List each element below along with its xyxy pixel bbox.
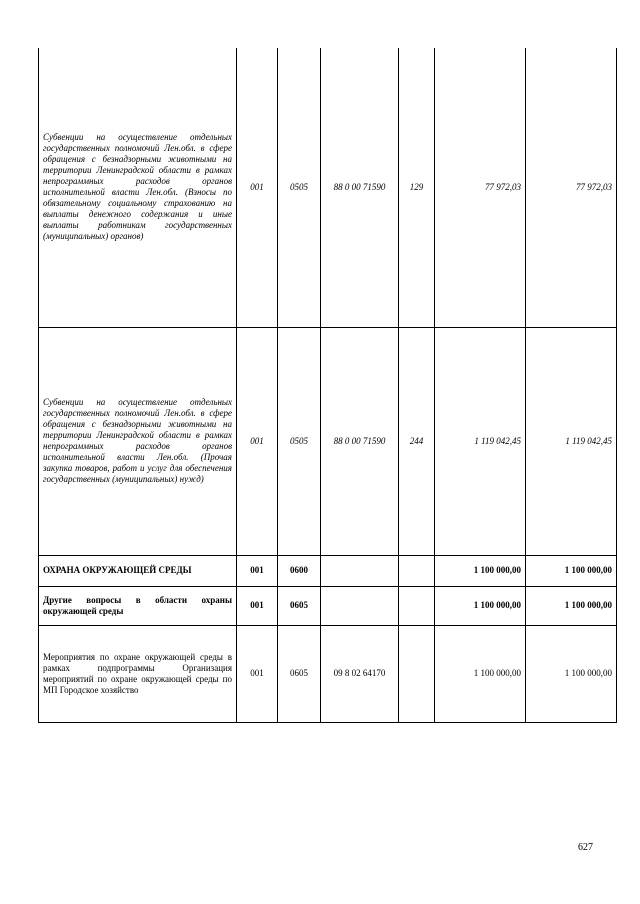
- row-amount-2: 77 972,03: [526, 48, 617, 327]
- row-amount-2: 1 100 000,00: [526, 625, 617, 722]
- row-name: Другие вопросы в области охраны окружающей среды: [39, 586, 237, 625]
- row-grbs: 001: [237, 327, 278, 555]
- row-grbs: 001: [237, 48, 278, 327]
- row-target: [321, 555, 399, 586]
- row-vr: [399, 625, 435, 722]
- row-vr: 244: [399, 327, 435, 555]
- row-amount-1: 1 119 042,45: [435, 327, 526, 555]
- row-amount-2: 1 100 000,00: [526, 586, 617, 625]
- row-grbs: 001: [237, 586, 278, 625]
- budget-table: [38, 48, 617, 723]
- row-vr: [399, 555, 435, 586]
- page-number: 627: [578, 842, 593, 853]
- row-target: [321, 586, 399, 625]
- row-amount-1: 1 100 000,00: [435, 555, 526, 586]
- row-name: Субвенции на осуществление отдельных государственных полномочий Лен.обл. в сфере обращения с безнадзорными животными на территории Ленинградской области в рамках непрограммных расходов органов исполнительной власти Лен.обл. (Взносы по обязательному социальному страхованию на выплаты денежного содержания и иные выплаты работникам государственных (муниципальных) органов): [39, 48, 237, 327]
- row-section: 0600: [278, 555, 321, 586]
- row-grbs: 001: [237, 625, 278, 722]
- row-target: 88 0 00 71590: [321, 48, 399, 327]
- row-name: Субвенции на осуществление отдельных государственных полномочий Лен.обл. в сфере обращения с безнадзорными животными на территории Ленинградской области в рамках непрограммных расходов органов исполнительной власти Лен.обл. (Прочая закупка товаров, работ и услуг для обеспечения государственных (муниципальных) нужд): [39, 327, 237, 555]
- row-section: 0605: [278, 586, 321, 625]
- row-vr: 129: [399, 48, 435, 327]
- table-row: [39, 625, 617, 722]
- table-row: [39, 586, 617, 625]
- row-section: 0605: [278, 625, 321, 722]
- row-amount-1: 1 100 000,00: [435, 586, 526, 625]
- row-target: 09 8 02 64170: [321, 625, 399, 722]
- row-vr: [399, 586, 435, 625]
- row-grbs: 001: [237, 555, 278, 586]
- row-amount-2: 1 100 000,00: [526, 555, 617, 586]
- table-row: [39, 48, 617, 327]
- row-name: ОХРАНА ОКРУЖАЮЩЕЙ СРЕДЫ: [39, 555, 237, 586]
- row-amount-2: 1 119 042,45: [526, 327, 617, 555]
- row-section: 0505: [278, 327, 321, 555]
- row-name: Мероприятия по охране окружающей среды в рамках подпрограммы Организация мероприятий по охране окружающей среды по МП Городское хозяйство: [39, 625, 237, 722]
- row-section: 0505: [278, 48, 321, 327]
- row-target: 88 0 00 71590: [321, 327, 399, 555]
- table-row: [39, 555, 617, 586]
- row-amount-1: 77 972,03: [435, 48, 526, 327]
- table-row: [39, 327, 617, 555]
- row-amount-1: 1 100 000,00: [435, 625, 526, 722]
